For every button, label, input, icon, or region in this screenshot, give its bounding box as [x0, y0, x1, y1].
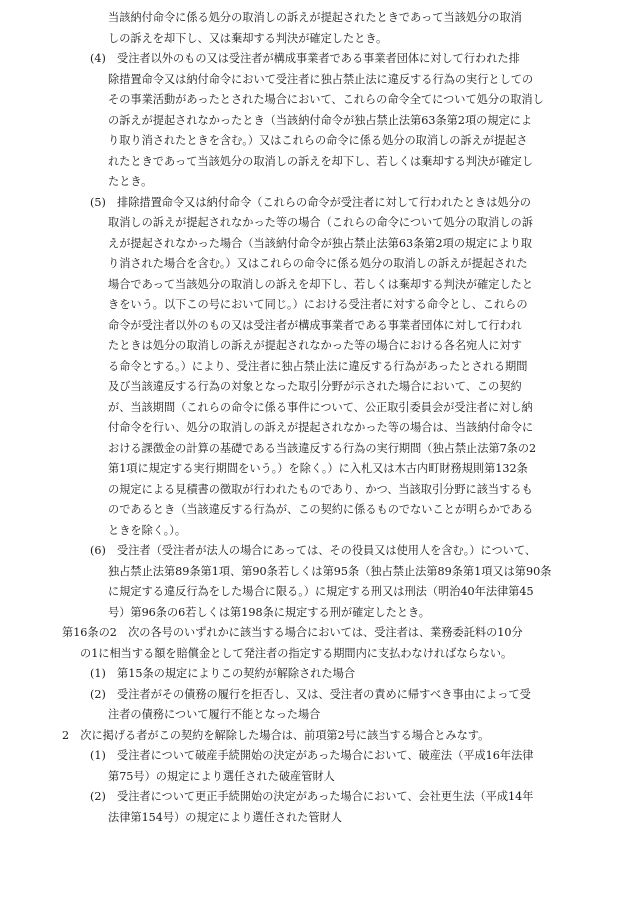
text-line: ときを除く。）。	[108, 523, 187, 537]
text-line: 除措置命令又は納付命令において受注者に独占禁止法に違反する行為の実行としての	[108, 72, 534, 86]
item-1-line: (1) 第15条の規定によりこの契約が解除された場合	[90, 667, 356, 680]
text-line: えが提起されなかった場合（当該納付命令が独占禁止法第63条第2項の規定により取	[108, 236, 533, 250]
item-2-line: (2) 受注者がその債務の履行を拒否し、又は、受注者の責めに帰すべき事由によって受	[90, 687, 531, 701]
item-1-line: (1) 受注者について破産手続開始の決定があった場合において、破産法（平成16年法律	[90, 749, 534, 762]
text-line: れたときであって当該処分の取消しの訴えを却下し、若しくは棄却する判決が確定し	[108, 154, 534, 168]
text-line: たとき。	[108, 175, 153, 188]
item-2-line: (2) 受注者について更正手続開始の決定があった場合において、会社更生法（平成14年	[90, 790, 534, 803]
item-4-line: (4) 受注者以外のもの又は受注者が構成事業者である事業者団体に対して行われた排	[90, 52, 520, 65]
text-line: たときは処分の取消しの訴えが提起されなかった等の場合における各名宛人に対す	[108, 339, 522, 352]
text-line: おける課徴金の計算の基礎である当該違反する行為の実行期間（独占禁止法第7条の2	[108, 441, 537, 455]
text-line: 第75号）の規定により選任された破産管財人	[108, 769, 335, 783]
text-line: の1に相当する額を賠償金として発注者の指定する期間内に支払わなければならない。	[80, 646, 513, 660]
text-line: の規定による見積書の徴取が行われたものであり、かつ、当該取引分野に該当するも	[108, 482, 533, 496]
text-line: 当該納付命令に係る処分の取消しの訴えが提起されたときであって当該処分の取消	[108, 11, 522, 24]
text-line: り消された場合を含む。）又はこれらの命令に係る処分の取消しの訴えが提起された	[108, 257, 528, 270]
text-line: 独占禁止法第89条第1項、第90条若しくは第95条（独占禁止法第89条第1項又は第90条	[108, 564, 552, 578]
text-line: り取り消されたときを含む。）又はこれらの命令に係る処分の取消しの訴えが提起さ	[108, 134, 528, 147]
text-line: に規定する違反行為をした場合に限る。）に規定する刑又は刑法（明治40年法律第45	[108, 585, 534, 598]
text-line: 及び当該違反する行為の対象となった取引分野が示された場合において、この契約	[108, 380, 522, 393]
text-line: 注者の債務について履行不能となった場合	[108, 708, 321, 721]
paragraph-2-line: 2 次に掲げる者がこの契約を解除した場合は、前項第2号に該当する場合とみなす。	[62, 728, 490, 742]
text-line: 場合であって当該処分の取消しの訴えを却下し、若しくは棄却する判決が確定したと	[108, 277, 534, 291]
text-line: 法律第154号）の規定により選任された管財人	[108, 810, 342, 824]
text-line: の訴えが提起されなかったとき（当該納付命令が独占禁止法第63条第2項の規定によ	[108, 113, 533, 127]
text-line: 取消しの訴えが提起されなかった等の場合（これらの命令について処分の取消しの訴	[108, 216, 533, 229]
text-line: が、当該期間（これらの命令に係る事件について、公正取引委員会が受注者に対し納	[108, 400, 533, 414]
text-line: その事業活動があったとされた場合において、これらの命令全てについて処分の取消し	[108, 93, 544, 106]
item-6-line: (6) 受注者（受注者が法人の場合にあっては、その役員又は使用人を含む。）について、	[90, 544, 537, 557]
text-line: 命令が受注者以外のもの又は受注者が構成事業者である事業者団体に対して行われ	[108, 318, 522, 332]
text-line: 号）第96条の6若しくは第198条に規定する刑が確定したとき。	[108, 605, 430, 619]
text-line: る命令とする。）により、受注者に独占禁止法に違反する行為があったとされる期間	[108, 359, 528, 373]
article-16-2-line: 第16条の2 次の各号のいずれかに該当する場合においては、受注者は、業務委託料の10分	[62, 626, 523, 639]
text-line: のであるとき（当該違反する行為が、この契約に係るものでないことが明らかである	[108, 503, 534, 516]
item-5-line: (5) 排除措置命令又は納付命令（これらの命令が受注者に対して行われたときは処分の	[90, 195, 531, 209]
text-line: 付命令を行い、処分の取消しの訴えが提起されなかった等の場合は、当該納付命令に	[108, 421, 534, 434]
text-line: しの訴えを却下し、又は棄却する判決が確定したとき。	[108, 31, 388, 45]
text-line: きをいう。以下この号において同じ。）における受注者に対する命令とし、これらの	[108, 298, 528, 311]
text-line: 第1項に規定する実行期間をいう。）を除く。）に入札又は木古内町財務規則第132条	[108, 462, 528, 475]
